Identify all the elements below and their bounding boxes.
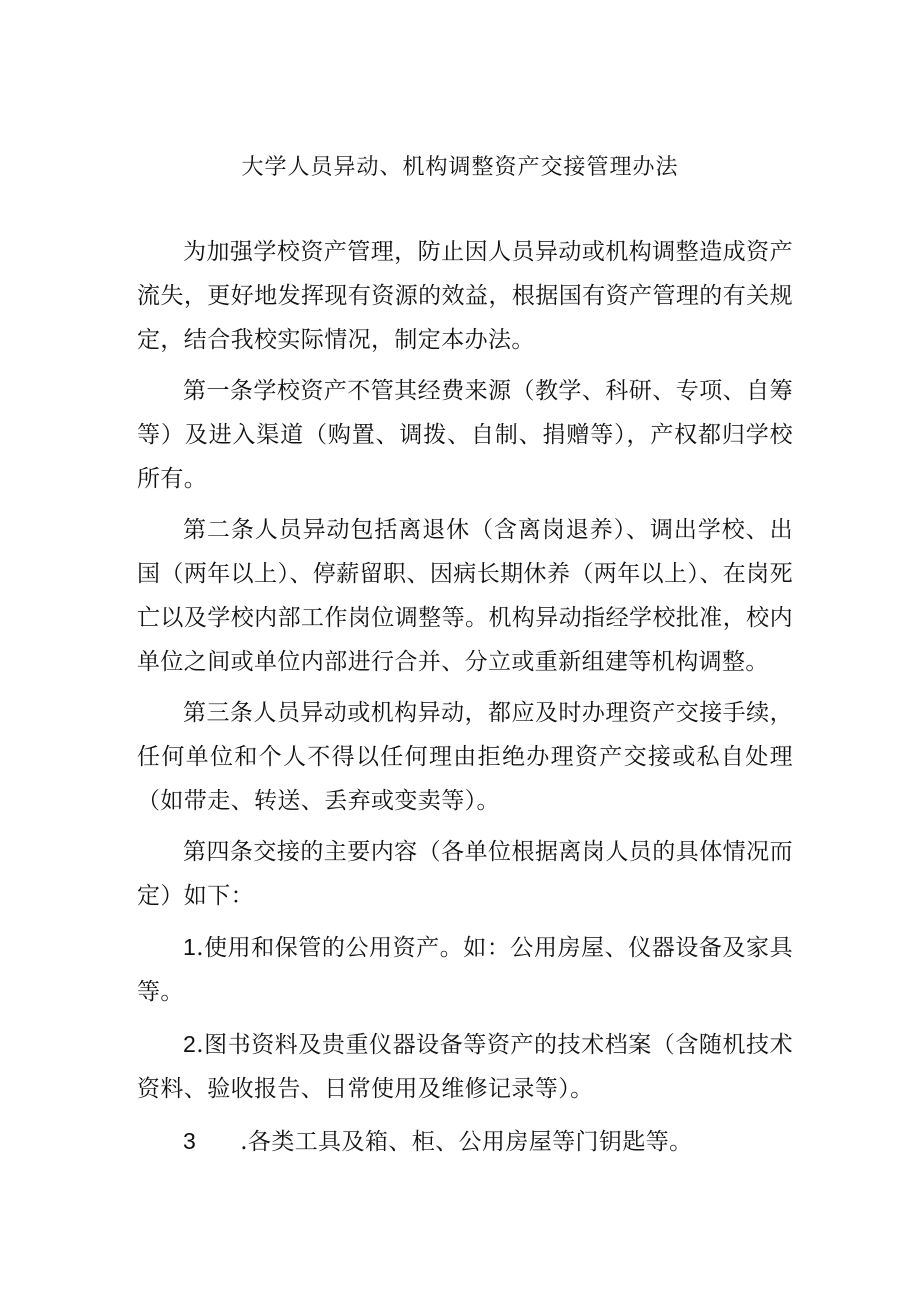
list-item-2-number: 2 xyxy=(183,1031,197,1057)
list-item-1-text: .使用和保管的公用资产。如：公用房屋、仪器设备及家具等。 xyxy=(137,935,793,1005)
paragraph-article-1: 第一条学校资产不管其经费来源（教学、科研、专项、自筹等）及进入渠道（购置、调拨、自制、捐赠等），产权都归学校所有。 xyxy=(137,378,793,492)
list-item-1-number: 1 xyxy=(183,934,197,960)
list-item-3-text: .各类工具及箱、柜、公用房屋等门钥匙等。 xyxy=(240,1129,693,1155)
document-title: 大学人员异动、机构调整资产交接管理办法 xyxy=(241,155,679,180)
list-item-3 xyxy=(137,1119,793,1164)
paragraph-intro: 为加强学校资产管理，防止因人员异动或机构调整造成资产流失，更好地发挥现有资源的效益，根据国有资产管理的有关规定，结合我校实际情况，制定本办法。 xyxy=(137,239,793,353)
list-item-2-text: .图书资料及贵重仪器设备等资产的技术档案（含随机技术资料、验收报告、日常使用及维修记录等）。 xyxy=(137,1032,793,1102)
list-item-2 xyxy=(137,1022,793,1111)
paragraph-article-2: 第二条人员异动包括离退休（含离岗退养）、调出学校、出国（两年以上）、停薪留职、因病长期休养（两年以上）、在岗死亡以及学校内部工作岗位调整等。机构异动指经学校批准，校内单位之间或单位内部进行合并、分立或重新组建等机构调整。 xyxy=(137,517,793,675)
document-body xyxy=(137,230,793,1171)
paragraph-article-4: 第四条交接的主要内容（各单位根据离岗人员的具体情况而定）如下： xyxy=(137,839,793,909)
list-item-3-number: 3 xyxy=(183,1128,197,1154)
list-item-1 xyxy=(137,925,793,1014)
paragraph-article-3: 第三条人员异动或机构异动，都应及时办理资产交接手续，任何单位和个人不得以任何理由拒绝办理资产交接或私自处理（如带走、转送、丢弃或变卖等）。 xyxy=(137,700,793,814)
